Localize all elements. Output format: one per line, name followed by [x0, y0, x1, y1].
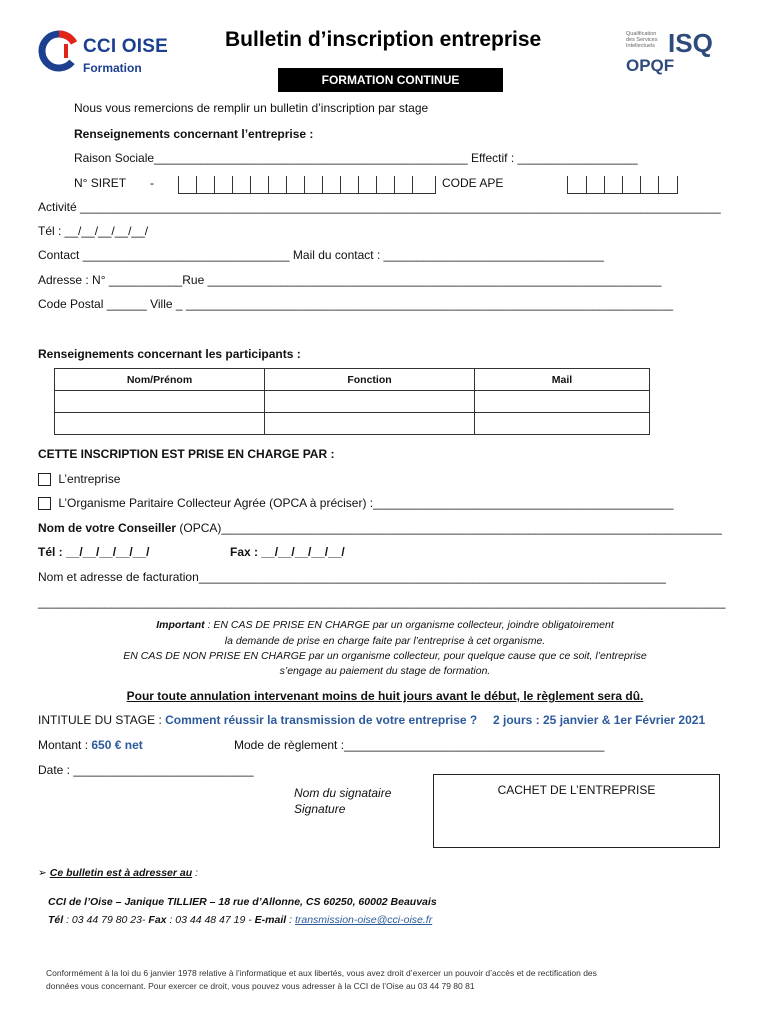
important-line2: la demande de prise en charge faite par l’entreprise à cet organisme.: [224, 635, 546, 647]
legal-line2: données vous concernant. Pour exercer ce droit, vous pouvez vous adresser à la CCI de l’Oise au 03 44 79 80 81: [46, 981, 475, 991]
annulation-notice: Pour toute annulation intervenant moins de huit jours avant le début, le règlement sera dû.: [126, 689, 644, 703]
formation-banner: FORMATION CONTINUE: [278, 68, 503, 92]
col-nom-prenom: Nom/Prénom: [55, 369, 265, 391]
legal-line1: Conformément à la loi du 6 janvier 1978 relative à l’informatique et aux libertés, vous avez droit d’exercer un pouvoir d’accès et de rectification des: [46, 968, 597, 978]
entreprise-checkbox[interactable]: [38, 473, 51, 486]
logo-main-text: CCI OISE: [83, 36, 169, 57]
montant-label: Montant :: [38, 738, 92, 752]
code-ape-input[interactable]: [567, 176, 678, 194]
important-line4: s’engage au paiement du stage de formation.: [279, 665, 491, 677]
montant-value: 650 € net: [91, 738, 143, 752]
important-label: Important: [156, 619, 205, 631]
siret-input[interactable]: [178, 176, 436, 194]
option-opca-label: L’Organisme Paritaire Collecteur Agrée (OPCA à préciser) :_____________________________________________: [58, 496, 674, 510]
raison-sociale-field[interactable]: Raison Sociale_______________________________________________ Effectif : __________________: [74, 151, 638, 165]
option-entreprise-label: L’entreprise: [58, 472, 121, 486]
address-heading-suffix: :: [192, 867, 198, 879]
option-opca[interactable]: [38, 496, 673, 510]
code-postal-field[interactable]: Code Postal ______ Ville _ _________________________________________________________________________: [38, 297, 674, 311]
montant-line: [38, 738, 143, 752]
cachet-label: CACHET DE L’ENTREPRISE: [497, 783, 656, 797]
table-row[interactable]: [55, 413, 650, 435]
conseiller-field[interactable]: [38, 521, 722, 535]
address-contact-line: [48, 914, 432, 926]
facturation-line2[interactable]: _______________________________________________________________________________________________________: [38, 595, 726, 609]
signature-label: Signature: [294, 802, 346, 816]
table-row[interactable]: [55, 391, 650, 413]
participants-heading: Renseignements concernant les participants :: [38, 347, 301, 361]
important-line3: EN CAS DE NON PRISE EN CHARGE par un organisme collecteur, pour quelque cause que ce soit, l’entreprise: [123, 650, 647, 662]
important-line1: [0, 619, 770, 631]
address-heading-line: [38, 867, 198, 879]
reglement-field[interactable]: Mode de règlement :_______________________________________: [234, 738, 605, 752]
opca-fax-field[interactable]: Fax : __/__/__/__/__/: [230, 545, 345, 559]
stage-title: Comment réussir la transmission de votre entreprise ?: [165, 713, 478, 727]
opca-tel-field[interactable]: Tél : __/__/__/__/__/: [38, 545, 150, 559]
address-heading: Ce bulletin est à adresser au: [49, 867, 193, 879]
prise-en-charge-heading: CETTE INSCRIPTION EST PRISE EN CHARGE PAR :: [38, 447, 335, 461]
cert-small-text: Qualification des Services Intellectuels: [626, 31, 658, 49]
adresse-field[interactable]: Adresse : N° ___________Rue ____________________________________________________________________: [38, 273, 662, 287]
arrow-icon: ➢: [38, 867, 47, 879]
email-link[interactable]: transmission-oise@cci-oise.fr: [294, 914, 433, 926]
stage-line: [38, 713, 477, 727]
siret-label: N° SIRET: [74, 176, 127, 190]
page-title: Bulletin d’inscription entreprise: [225, 28, 542, 51]
isq-opqf-logo: [622, 26, 732, 82]
important-text1: : EN CAS DE PRISE EN CHARGE par un organisme collecteur, joindre obligatoirement: [204, 619, 614, 631]
fax-label: Fax: [148, 914, 167, 926]
address-line1: CCI de l’Oise – Janique TILLIER – 18 rue d’Allonne, CS 60250, 60002 Beauvais: [48, 896, 437, 908]
opca-checkbox[interactable]: [38, 497, 51, 510]
tel-label: Tél: [48, 914, 64, 926]
email-sep: :: [286, 914, 295, 926]
tel-value: : 03 44 79 80 23-: [63, 914, 149, 926]
company-heading: Renseignements concernant l’entreprise :: [74, 127, 314, 141]
intro-text: Nous vous remercions de remplir un bulletin d’inscription par stage: [74, 101, 429, 115]
conseiller-line: (OPCA)___________________________________________________________________________: [176, 521, 722, 535]
signataire-label: Nom du signataire: [294, 786, 392, 800]
activite-field[interactable]: Activité ________________________________________________________________________________________________: [38, 200, 721, 214]
logo-sub-text: Formation: [83, 61, 142, 75]
facturation-field[interactable]: Nom et adresse de facturation______________________________________________________________________: [38, 570, 666, 584]
siret-dash: -: [150, 176, 154, 190]
cci-oise-logo: [38, 30, 168, 80]
stage-label: INTITULE DU STAGE :: [38, 713, 166, 727]
tel-field[interactable]: Tél : __/__/__/__/__/: [38, 224, 149, 238]
cert-isq-text: ISQ: [668, 28, 713, 58]
cachet-box[interactable]: [433, 774, 720, 848]
cci-logo-icon: [38, 30, 80, 72]
conseiller-label: Nom de votre Conseiller: [38, 521, 177, 535]
cert-opqf-text: OPQF: [626, 56, 675, 75]
participants-table: [54, 368, 650, 435]
code-ape-label: CODE APE: [442, 176, 504, 190]
col-fonction: Fonction: [265, 369, 475, 391]
option-entreprise[interactable]: [38, 472, 120, 486]
contact-field[interactable]: Contact _______________________________ Mail du contact : _________________________________: [38, 248, 604, 262]
col-mail: Mail: [475, 369, 650, 391]
stage-dates: 2 jours : 25 janvier & 1er Février 2021: [493, 713, 706, 727]
email-label: E-mail: [254, 914, 287, 926]
fax-value: : 03 44 48 47 19 -: [166, 914, 255, 926]
date-field[interactable]: Date : ___________________________: [38, 763, 254, 777]
